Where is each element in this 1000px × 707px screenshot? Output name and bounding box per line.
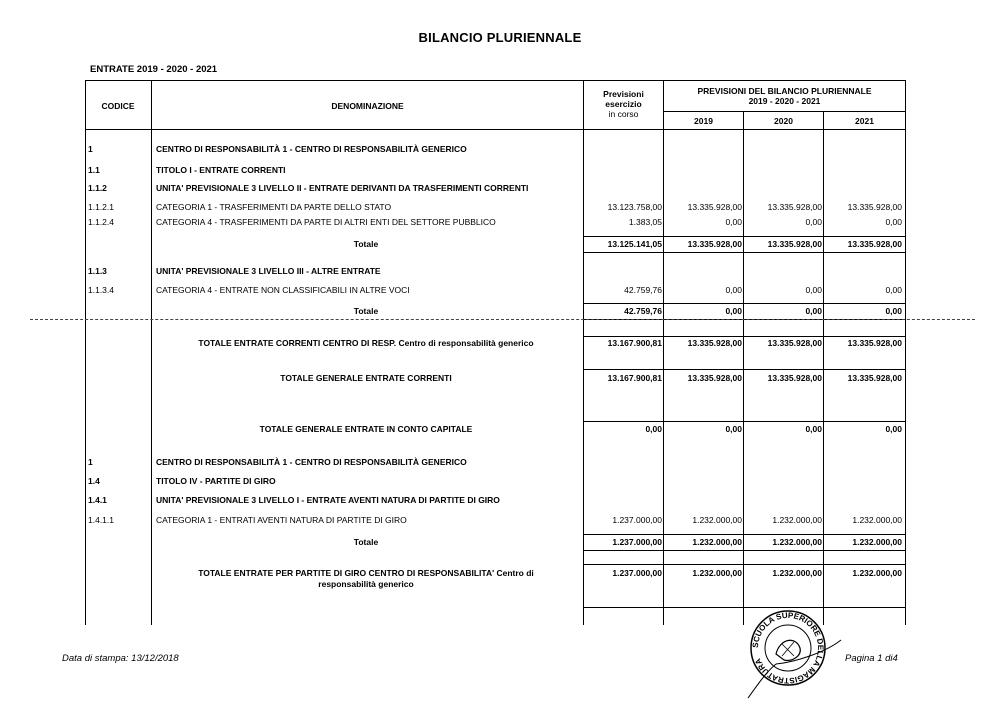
table-row: 1.1.2.4 CATEGORIA 4 - TRASFERIMENTI DA PARTE DI ALTRI ENTI DEL SETTORE PUBBLICO 1.383,05 0,00 0,00 0,00 [88, 217, 902, 227]
table-row: 1.1.3 UNITA' PREVISIONALE 3 LIVELLO III - ALTRE ENTRATE [88, 266, 381, 276]
page-title: BILANCIO PLURIENNALE [418, 30, 582, 45]
header-pluriennale: PREVISIONI DEL BILANCIO PLURIENNALE 2019 - 2020 - 2021 [697, 86, 872, 106]
table-row-total: Totale 1.237.000,00 1.232.000,00 1.232.000,00 1.232.000,00 [353, 537, 902, 547]
header-year-2021: 2021 [855, 116, 874, 126]
table-row-grand-total: TOTALE GENERALE ENTRATE CORRENTI 13.167.900,81 13.335.928,00 13.335.928,00 13.335.928,00 [280, 373, 902, 383]
page-subtitle: ENTRATE 2019 - 2020 - 2021 [90, 64, 218, 75]
table-row-total: Totale 13.125.141,05 13.335.928,00 13.335.928,00 13.335.928,00 [353, 239, 902, 249]
header-denominazione: DENOMINAZIONE [331, 101, 404, 111]
table-row: 1.1.2.1 CATEGORIA 1 - TRASFERIMENTI DA PARTE DELLO STATO 13.123.758,00 13.335.928,00 13.335.928,00 13.335.928,00 [88, 202, 902, 212]
print-date: Data di stampa: 13/12/2018 [62, 653, 179, 664]
table-row-grand-total: TOTALE ENTRATE CORRENTI CENTRO DI RESP. Centro di responsabilità generico 13.167.900,81 13.335.928,00 13.335.928,00 13.335.928,00 [198, 338, 902, 348]
table-row: 1.4.1.1 CATEGORIA 1 - ENTRATI AVENTI NATURA DI PARTITE DI GIRO 1.237.000,00 1.232.000,00 1.232.000,00 1.232.000,00 [88, 515, 902, 525]
table-row-grand-total: TOTALE ENTRATE PER PARTITE DI GIRO CENTRO DI RESPONSABILITA' Centro di 1.237.000,00 1.232.000,00 1.232.000,00 1.232.000,00 [198, 568, 902, 578]
signature [736, 632, 846, 702]
header-previsioni: Previsioni esercizio in corso [603, 89, 644, 119]
svg-text:SCUOLA SUPERIORE DELLA MAGISTR: SCUOLA SUPERIORE DELLA MAGISTRATURA [750, 610, 826, 686]
table-row-grand-total-cont: responsabilità generico [318, 579, 414, 589]
table-row: 1 CENTRO DI RESPONSABILITÀ 1 - CENTRO DI RESPONSABILITÀ GENERICO [88, 457, 467, 467]
header-year-2020: 2020 [774, 116, 793, 126]
table-row: 1 CENTRO DI RESPONSABILITÀ 1 - CENTRO DI RESPONSABILITÀ GENERICO [88, 144, 467, 154]
page-number: Pagina 1 di4 [845, 653, 898, 664]
table-row: 1.4 TITOLO IV - PARTITE DI GIRO [88, 476, 276, 486]
header-year-2019: 2019 [694, 116, 713, 126]
table-row: 1.4.1 UNITA' PREVISIONALE 3 LIVELLO I - ENTRATE AVENTI NATURA DI PARTITE DI GIRO [88, 495, 500, 505]
table-row-total: Totale 42.759,76 0,00 0,00 0,00 [353, 306, 902, 316]
table-row: 1.1.3.4 CATEGORIA 4 - ENTRATE NON CLASSIFICABILI IN ALTRE VOCI 42.759,76 0,00 0,00 0,00 [88, 285, 902, 295]
table-row: 1.1.2 UNITA' PREVISIONALE 3 LIVELLO II - ENTRATE DERIVANTI DA TRASFERIMENTI CORRENTI [88, 183, 529, 193]
table-row-grand-total: TOTALE GENERALE ENTRATE IN CONTO CAPITALE 0,00 0,00 0,00 0,00 [259, 424, 902, 434]
header-codice: CODICE [101, 101, 135, 111]
table-row: 1.1 TITOLO I - ENTRATE CORRENTI [88, 165, 286, 175]
